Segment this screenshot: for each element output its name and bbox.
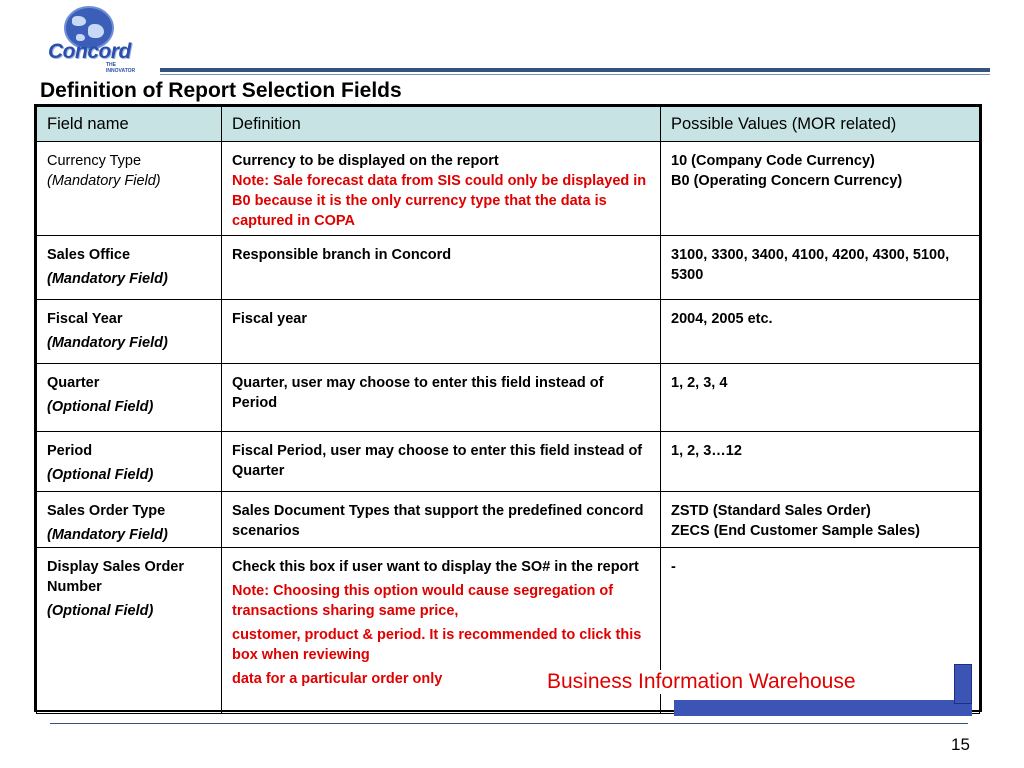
table-row [37, 236, 980, 300]
definition-text: Fiscal Period, user may choose to enter this field instead of Quarter [232, 443, 643, 479]
value-line: 2004, 2005 etc. [671, 311, 773, 327]
table-row [37, 492, 980, 548]
value-line: 1, 2, 3, 4 [671, 375, 728, 391]
table-row [37, 364, 980, 432]
field-name: Quarter [47, 375, 100, 391]
field-qualifier: (Mandatory Field) [47, 527, 168, 543]
value-line: ZSTD (Standard Sales Order) [671, 503, 871, 519]
values-cell [661, 364, 980, 432]
field-qualifier: (Mandatory Field) [47, 335, 168, 351]
field-name: Currency Type [47, 153, 142, 169]
field-name-cell [37, 548, 222, 714]
value-line: 3100, 3300, 3400, 4100, 4200, 4300, 5100, 5300 [671, 247, 950, 283]
definition-cell [222, 492, 661, 548]
definition-note: data for a particular order only [232, 671, 443, 687]
value-line: B0 (Operating Concern Currency) [671, 173, 903, 189]
values-cell [661, 236, 980, 300]
field-name-cell [37, 432, 222, 492]
column-header-definition: Definition [222, 107, 661, 142]
value-line: 10 (Company Code Currency) [671, 153, 875, 169]
field-name: Sales Office [47, 247, 131, 263]
field-name-cell [37, 236, 222, 300]
table-row [37, 432, 980, 492]
definition-text: Quarter, user may choose to enter this field instead of Period [232, 375, 604, 411]
values-cell [661, 492, 980, 548]
field-qualifier: (Mandatory Field) [47, 271, 168, 287]
definition-text: Fiscal year [232, 311, 307, 327]
field-name-cell [37, 492, 222, 548]
definition-note: customer, product & period. It is recommended to click this box when reviewing [232, 627, 642, 663]
definition-text: Sales Document Types that support the predefined concord scenarios [232, 503, 644, 539]
banner-square [954, 664, 972, 704]
definition-note: Note: Choosing this option would cause segregation of transactions sharing same price, [232, 583, 614, 619]
definition-text: Check this box if user want to display the SO# in the report [232, 559, 639, 575]
footer-rule [50, 723, 968, 724]
banner-underline-bar [674, 700, 972, 716]
values-cell [661, 142, 980, 236]
value-line: ZECS (End Customer Sample Sales) [671, 523, 920, 539]
field-qualifier: (Optional Field) [47, 467, 154, 483]
definition-cell [222, 432, 661, 492]
column-header-field-name: Field name [37, 107, 222, 142]
definition-text: Currency to be displayed on the report [232, 153, 499, 169]
header-rule-thin [160, 74, 990, 75]
field-name: Display Sales Order Number [47, 559, 185, 595]
slide-title: Definition of Report Selection Fields [40, 79, 402, 102]
field-qualifier: (Optional Field) [47, 399, 154, 415]
column-header-possible-values: Possible Values (MOR related) [661, 107, 980, 142]
table-row [37, 300, 980, 364]
field-name: Period [47, 443, 93, 459]
field-qualifier: (Optional Field) [47, 603, 154, 619]
field-name-cell [37, 364, 222, 432]
definition-cell [222, 142, 661, 236]
field-name: Fiscal Year [47, 311, 123, 327]
field-qualifier: (Mandatory Field) [47, 173, 161, 189]
values-cell [661, 432, 980, 492]
table-row [37, 142, 980, 236]
concord-logo [44, 4, 144, 74]
value-line: 1, 2, 3…12 [671, 443, 742, 459]
logo-wordmark: Concord [48, 40, 131, 63]
values-cell [661, 300, 980, 364]
biw-banner-text: Business Information Warehouse [547, 670, 856, 693]
table-header-row [37, 107, 980, 142]
page-number: 15 [951, 735, 970, 754]
definition-cell [222, 236, 661, 300]
field-name: Sales Order Type [47, 503, 166, 519]
definition-cell [222, 300, 661, 364]
value-line: - [671, 559, 676, 575]
selection-fields-table [34, 104, 982, 712]
field-name-cell [37, 142, 222, 236]
definition-cell [222, 364, 661, 432]
definition-text: Responsible branch in Concord [232, 247, 452, 263]
definition-note: Note: Sale forecast data from SIS could only be displayed in B0 because it is the only currency type that the data is captured in COPA [232, 173, 647, 229]
logo-tagline: THE INNOVATOR [106, 62, 136, 74]
header-rule [160, 68, 990, 72]
field-name-cell [37, 300, 222, 364]
